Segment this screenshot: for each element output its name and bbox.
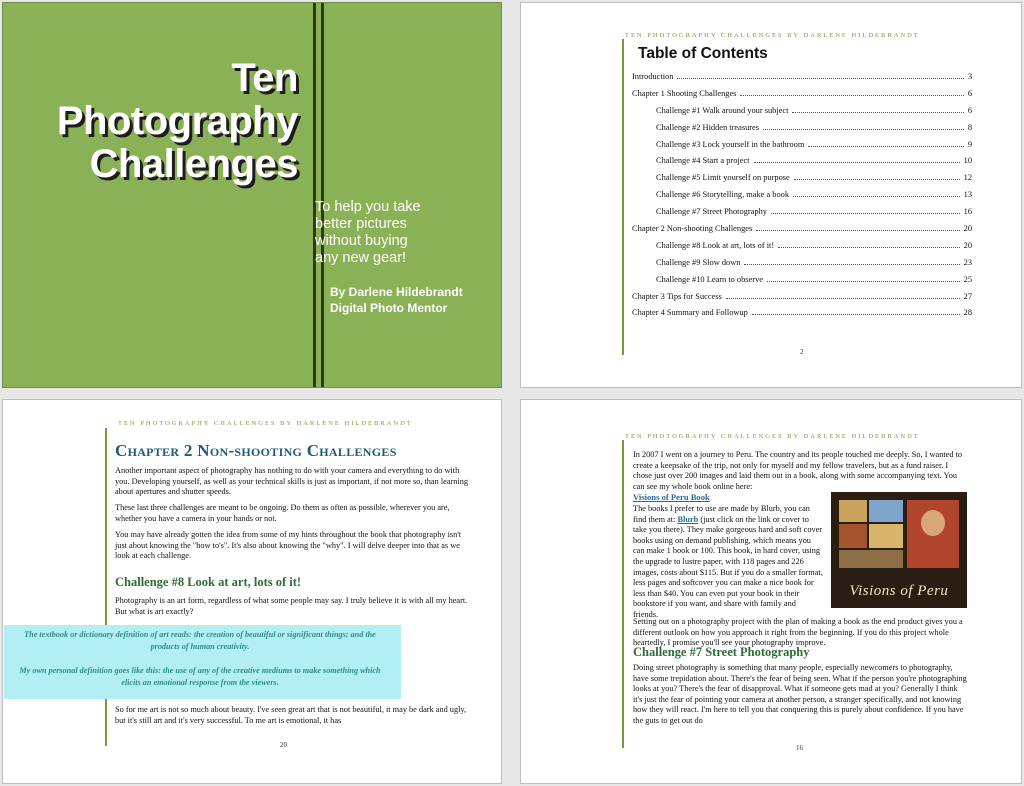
toc-leader-dots [793,191,960,197]
toc-entry-page: 27 [963,291,972,301]
toc-entry-page: 10 [963,156,972,166]
toc-entry-label: Chapter 2 Non-shooting Challenges [632,224,753,234]
toc-leader-dots [677,73,963,79]
photo-thumbnail [839,550,903,568]
toc-entry[interactable] [632,241,972,258]
toc-entry-page: 6 [967,105,972,115]
challenge-heading: Challenge #7 Street Photography [633,645,810,659]
toc-title: Table of Contents [638,45,768,62]
blurb-paragraph: The books I prefer to use are made by Blurb, you can find them at: Blurb (just click on the link or cover to take you there). They make gorgeous hard and soft cover books using on demand publishing, which means you can make 1 book or 100. This book, in hard cover, using the upgrade to lustre paper, with 118 pages and 226 images, costs about $115. But if you do a smaller format, less pages and softcover you can make a nice book for less than $40. You can even put your book in their bookstore if you want, and share with family and friends. [633,504,823,619]
toc-entry[interactable] [632,275,972,292]
toc-leader-dots [756,225,959,231]
toc-entry[interactable] [632,207,972,224]
page-number: 20 [280,741,287,749]
challenge-heading: Challenge #8 Look at art, lots of it! [115,575,302,589]
cover-page [2,2,502,388]
toc-entry-page: 3 [967,72,972,81]
blurb-link[interactable]: Blurb [677,514,699,524]
toc-entry[interactable] [632,173,972,190]
toc-entry-label: Challenge #5 Limit yourself on purpose [656,173,790,183]
chapter-intro: Another important aspect of photography has nothing to do with your camera and everything to do with you. Developing yourself, as well as your technical skills is just as important, if not more so, than learning about apertures and shutter speeds. These last three challenges are meant to be ongoing. Do them as often as possible, wherever you are, whether you have a camera in your hands or not. You may have already gotten the idea from some of my hints throughout the book that photography isn't just about knowing the "how to's". It's also about knowing the "why". I will delve deeper into that as we look at each challenge. [115,466,469,561]
toc-entry[interactable] [632,72,972,89]
toc-leader-dots [744,259,959,265]
toc-entry[interactable] [632,224,972,241]
toc-entry-label: Challenge #10 Learn to observe [656,274,763,284]
toc-leader-dots [754,157,960,163]
toc-entry[interactable] [632,258,972,275]
toc-entry-page: 20 [963,240,972,250]
toc-entry-page: 28 [963,308,972,318]
toc-entry[interactable] [632,292,972,309]
toc-entry-label: Chapter 4 Summary and Followup [632,308,748,318]
quote-text: My own personal definition goes like this: the use of any of the creative mediums to make something which elicits an emotional response from the viewers. [19,666,381,687]
toc-entry[interactable] [632,308,972,325]
running-header: TEN PHOTOGRAPHY CHALLENGES BY DARLENE HILDEBRANDT [118,420,413,427]
toc-entry[interactable] [632,123,972,140]
toc-entry[interactable] [632,140,972,157]
toc-leader-dots [771,208,960,214]
toc-entry[interactable] [632,106,972,123]
body-paragraph: Photography is an art form, regardless of what some people may say. I truly believe it is with all my heart. But what is art exactly? [115,596,468,616]
toc-entry-page: 23 [963,257,972,267]
chapter2-page [2,399,502,784]
running-header: TEN PHOTOGRAPHY CHALLENGES BY DARLENE HILDEBRANDT [625,433,920,440]
toc-entry-label: Challenge #9 Slow down [656,257,741,267]
definition-callout [4,625,401,699]
toc-entry-label: Challenge #4 Start a project [656,156,750,166]
toc-entry[interactable] [632,190,972,207]
toc-entry-page: 25 [963,274,972,284]
running-header: TEN PHOTOGRAPHY CHALLENGES BY DARLENE HILDEBRANDT [625,32,920,39]
toc-leader-dots [808,141,963,147]
body-paragraph: In 2007 I went on a journey to Peru. The country and its people touched me deeply. So, I wanted to create a keepsake of the trip, not only for myself and my fellow travelers, but as a fund raiser. I chose just over 200 images and laid them out in a book, along with some accompanying text. You can see my whole book online here: [633,450,963,491]
body-paragraph: Doing street photography is something that many people, especially newcomers to photography, have some trepidation about. There's the fear of being seen. What if the person you're photographing looks at you? There's the fear of disapproval. What if someone gets mad at you? Generally I think it's just the fear of pointing your camera at another person, a stranger specifically, and not knowing how they will react. I'm here to tell you that conquering this is purely about confidence. If you have the guts to get out do [633,663,967,725]
cover-divider-line [321,3,324,388]
toc-leader-dots [726,293,960,299]
toc-entry-page: 20 [963,224,972,234]
toc-entry-label: Chapter 3 Tips for Success [632,291,722,301]
page-gutter-line [622,39,624,355]
photo-thumbnail [869,524,903,548]
portrait-face [921,510,945,536]
toc-leader-dots [767,276,960,282]
quote-text: The textbook or dictionary definition of art reads: the creation of beautiful or significant things; and the products of human creativity. [24,630,376,651]
visions-of-peru-link[interactable]: Visions of Peru Book [633,492,710,502]
body-paragraph: Setting out on a photography project with the plan of making a book as the end product gives you a different outlook on how you approach it right from the beginning. If you do this project whole heartedly, I promise you'll see your photography improve. [633,617,963,648]
toc-leader-dots [778,242,959,248]
cover-divider-line [313,3,316,388]
photo-thumbnail [869,500,903,522]
book-page [520,399,1022,784]
toc-entry-label: Challenge #8 Look at art, lots of it! [656,240,775,250]
page-number: 2 [800,348,804,356]
toc-leader-dots [752,309,960,315]
page-number: 16 [796,744,803,752]
toc-entry-label: Challenge #3 Lock yourself in the bathroom [656,139,805,149]
book-cover-photo[interactable] [831,492,967,608]
toc-entry-label: Introduction [632,72,674,81]
chapter-heading: Chapter 2 Non-shooting Challenges [115,441,397,460]
toc-leader-dots [792,107,963,113]
toc-entry[interactable] [632,156,972,173]
body-paragraph: So for me art is not so much about beauty. I've seen great art that is not beautiful, it may be dark and ugly, but it's still art and it's very successful. To me art is emotional, it has [115,705,467,725]
toc-list [632,72,972,325]
toc-entry-label: Challenge #7 Street Photography [656,207,767,217]
toc-leader-dots [740,90,963,96]
toc-entry-page: 12 [963,173,972,183]
toc-entry-label: Chapter 1 Shooting Challenges [632,88,737,98]
cover-author: By Darlene Hildebrandt Digital Photo Mentor [330,285,463,315]
toc-entry-label: Challenge #6 Storytelling, make a book [656,190,790,200]
book-cover-caption: Visions of Peru [849,583,949,599]
toc-entry-label: Challenge #2 Hidden treasures [656,122,760,132]
toc-leader-dots [763,124,964,130]
toc-entry-page: 13 [963,190,972,200]
cover-title: Ten Photography Challenges [56,56,298,186]
photo-thumbnail [839,500,867,522]
page-gutter-line [622,440,624,748]
cover-subtitle: To help you take better pictures without buying any new gear! [315,199,421,266]
toc-entry[interactable] [632,89,972,106]
toc-entry-page: 8 [967,122,972,132]
photo-thumbnail [839,524,867,548]
toc-entry-page: 6 [967,88,972,98]
toc-page [520,2,1022,388]
toc-entry-page: 16 [963,207,972,217]
toc-leader-dots [794,174,960,180]
toc-entry-label: Challenge #1 Walk around your subject [656,105,789,115]
toc-entry-page: 9 [967,139,972,149]
